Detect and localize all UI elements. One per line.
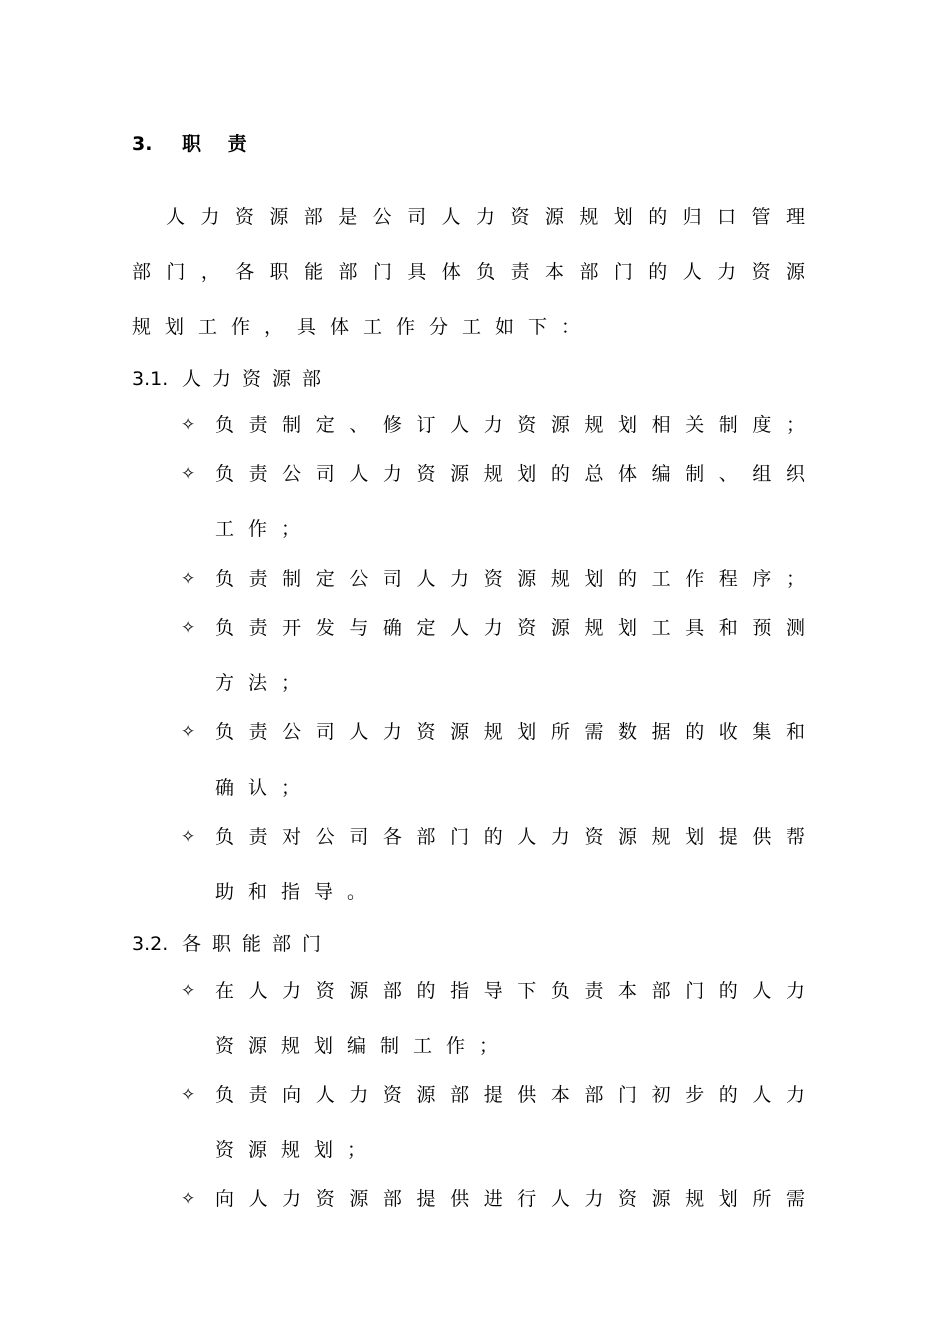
subsection-title-2: 各职能部门 [182, 933, 333, 955]
list-item-6-line-1: 负 责 对 公 司 各 部 门 的 人 力 资 源 规 划 提 供 帮 [215, 826, 805, 848]
intro-text-3: 规划工作，具体工作分工如下： [132, 316, 595, 338]
intro-line-2 [132, 260, 805, 284]
subsection-heading-2 [132, 929, 332, 956]
list-item-2-line-1: 负 责 公 司 人 力 资 源 规 划 的 总 体 编 制 、 组 织 [215, 463, 805, 485]
bullet-icon: ✧ [181, 1189, 196, 1209]
list-item-3-line-1: 负 责 制 定 公 司 人 力 资 源 规 划 的 工 作 程 序 ； [215, 568, 805, 590]
section-number: 3. [132, 133, 153, 155]
bullet-icon: ✧ [181, 722, 196, 742]
bullet-icon: ✧ [181, 827, 196, 847]
section-heading [132, 129, 257, 156]
list-item-8-line-1: 负 责 向 人 力 资 源 部 提 供 本 部 门 初 步 的 人 力 [215, 1084, 805, 1106]
bullet-icon: ✧ [181, 415, 196, 435]
bullet-icon: ✧ [181, 1085, 196, 1105]
list-item-2-line-2: 工作； [215, 518, 315, 540]
bullet-icon: ✧ [181, 618, 196, 638]
bullet-icon: ✧ [181, 981, 196, 1001]
list-item-5-line-2: 确认； [215, 777, 315, 799]
list-item-4-line-1: 负 责 开 发 与 确 定 人 力 资 源 规 划 工 具 和 预 测 [215, 617, 805, 639]
intro-line-1 [166, 205, 805, 229]
list-item-4-line-2: 方法； [215, 672, 315, 694]
section-title: 职 责 [182, 133, 257, 155]
list-item-9-line-1: 向 人 力 资 源 部 提 供 进 行 人 力 资 源 规 划 所 需 [215, 1188, 805, 1210]
list-item-6-line-2: 助和指导。 [215, 881, 381, 903]
intro-line-3 [132, 315, 594, 339]
subsection-heading-1 [132, 364, 332, 391]
list-item-8-line-2: 资源规划； [215, 1139, 381, 1161]
bullet-icon: ✧ [181, 464, 196, 484]
list-item-7-line-2: 资源规划编制工作； [215, 1035, 513, 1057]
subsection-title-1: 人力资源部 [182, 368, 333, 390]
list-item-1-line-1: 负 责 制 定 、 修 订 人 力 资 源 规 划 相 关 制 度 ； [215, 414, 805, 436]
subsection-number-1: 3.1. [132, 368, 169, 390]
subsection-number-2: 3.2. [132, 933, 169, 955]
bullet-icon: ✧ [181, 569, 196, 589]
list-item-7-line-1: 在 人 力 资 源 部 的 指 导 下 负 责 本 部 门 的 人 力 [215, 980, 805, 1002]
intro-text-2: 部 门 ， 各 职 能 部 门 具 体 负 责 本 部 门 的 人 力 资 源 [132, 261, 805, 283]
list-item-5-line-1: 负 责 公 司 人 力 资 源 规 划 所 需 数 据 的 收 集 和 [215, 721, 805, 743]
intro-text-1: 人 力 资 源 部 是 公 司 人 力 资 源 规 划 的 归 口 管 理 [166, 206, 805, 228]
